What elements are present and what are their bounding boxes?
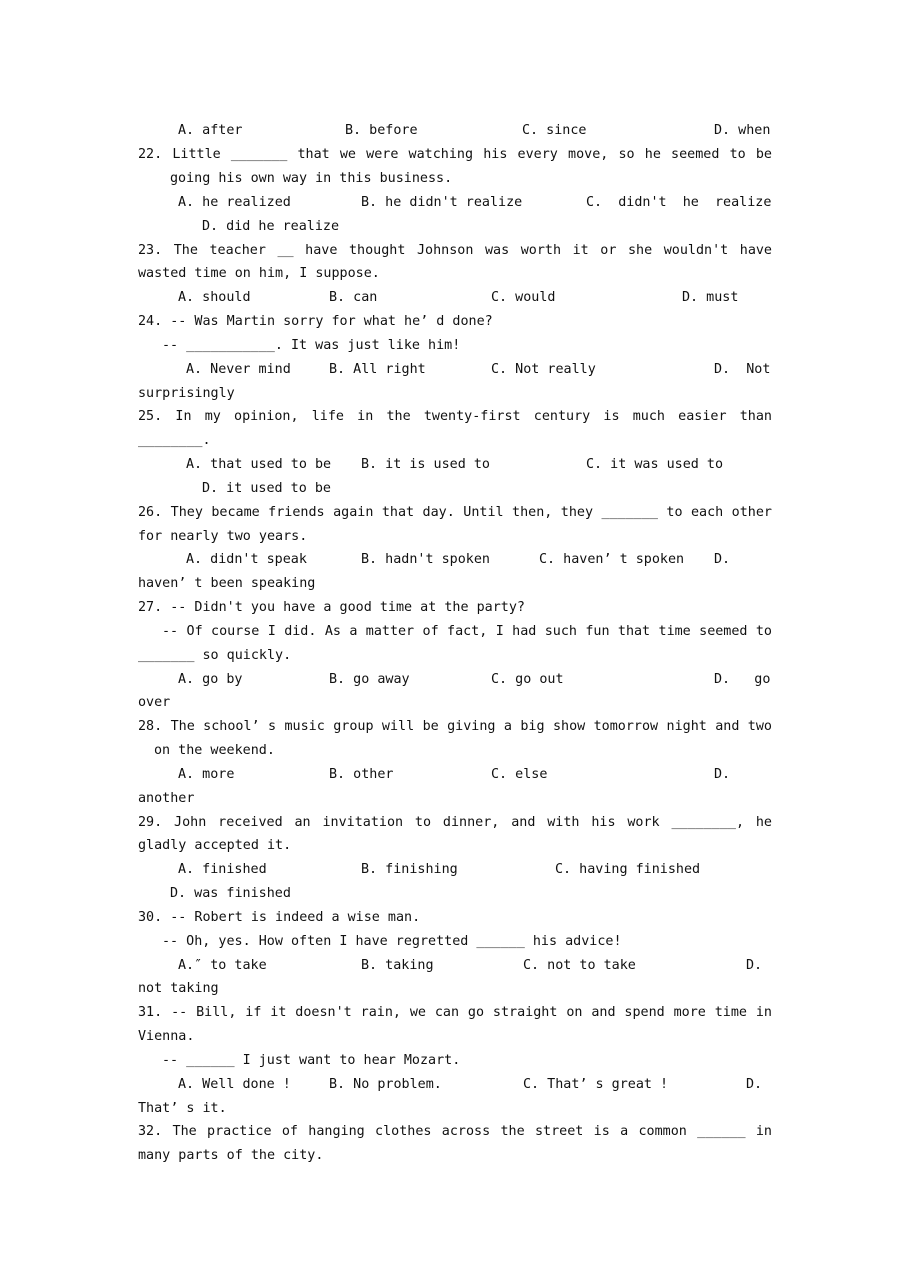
q25-option-b: B. it is used to bbox=[361, 457, 490, 472]
q24-option-c: C. Not really bbox=[491, 362, 596, 377]
q27-option-d: D. go bbox=[714, 672, 771, 687]
q25-option-d: D. it used to be bbox=[202, 481, 331, 496]
q22-option-a: A. he realized bbox=[178, 195, 291, 210]
q28-option-d: D. bbox=[714, 767, 731, 782]
q22-option-c: C. didn't he realize bbox=[586, 195, 772, 210]
q27-option-a: A. go by bbox=[178, 672, 243, 687]
q23-stem-line1: 23. The teacher __ have thought Johnson was worth it or she wouldn't have bbox=[138, 243, 772, 258]
q22-option-d: D. did he realize bbox=[202, 219, 340, 234]
q29-stem-line2: gladly accepted it. bbox=[138, 838, 292, 853]
q29-option-d: D. was finished bbox=[170, 886, 291, 901]
q32-stem-line1: 32. The practice of hanging clothes across the street is a common ______ in bbox=[138, 1124, 772, 1139]
q24-option-b: B. All right bbox=[329, 362, 426, 377]
q31-option-b: B. No problem. bbox=[329, 1077, 442, 1092]
q31-stem-line3: -- ______ I just want to hear Mozart. bbox=[162, 1053, 461, 1068]
q27-option-b: B. go away bbox=[329, 672, 410, 687]
q32-stem-line2: many parts of the city. bbox=[138, 1148, 324, 1163]
q22-stem-line1: 22. Little _______ that we were watching his every move, so he seemed to be bbox=[138, 147, 772, 162]
q28-option-d-continued: another bbox=[138, 791, 195, 806]
q26-stem-line2: for nearly two years. bbox=[138, 529, 308, 544]
q30-option-d-continued: not taking bbox=[138, 981, 219, 996]
q27-option-d-continued: over bbox=[138, 695, 171, 710]
q29-option-a: A. finished bbox=[178, 862, 267, 877]
q24-option-d: D. Not bbox=[714, 362, 771, 377]
q24-option-a: A. Never mind bbox=[186, 362, 291, 377]
q23-option-b: B. can bbox=[329, 290, 378, 305]
q29-stem-line1: 29. John received an invitation to dinner, and with his work ________, he bbox=[138, 815, 772, 830]
q28-stem-line2: on the weekend. bbox=[154, 743, 275, 758]
q23-option-c: C. would bbox=[491, 290, 556, 305]
q26-stem-line1: 26. They became friends again that day. Until then, they _______ to each other bbox=[138, 505, 772, 520]
q31-option-d: D. bbox=[746, 1077, 763, 1092]
q30-stem-line1: 30. -- Robert is indeed a wise man. bbox=[138, 910, 421, 925]
q31-option-d-continued: That’ s it. bbox=[138, 1101, 227, 1116]
q25-stem-line1: 25. In my opinion, life in the twenty-first century is much easier than bbox=[138, 409, 772, 424]
q31-stem-line1: 31. -- Bill, if it doesn't rain, we can go straight on and spend more time in bbox=[138, 1005, 772, 1020]
q21-option-c: C. since bbox=[522, 123, 587, 138]
q30-stem-line2: -- Oh, yes. How often I have regretted ______ his advice! bbox=[162, 934, 622, 949]
q29-option-b: B. finishing bbox=[361, 862, 458, 877]
q28-option-b: B. other bbox=[329, 767, 394, 782]
q24-option-d-continued: surprisingly bbox=[138, 386, 235, 401]
q26-option-b: B. hadn't spoken bbox=[361, 552, 490, 567]
q28-option-c: C. else bbox=[491, 767, 548, 782]
q28-option-a: A. more bbox=[178, 767, 235, 782]
q26-option-c: C. haven’ t spoken bbox=[539, 552, 685, 567]
q26-option-d-continued: haven’ t been speaking bbox=[138, 576, 316, 591]
q24-stem-line2: -- ___________. It was just like him! bbox=[162, 338, 461, 353]
q23-option-d: D. must bbox=[682, 290, 739, 305]
q28-stem-line1: 28. The school’ s music group will be giving a big show tomorrow night and two bbox=[138, 719, 772, 734]
q21-option-a: A. after bbox=[178, 123, 243, 138]
q31-stem-line2: Vienna. bbox=[138, 1029, 195, 1044]
q26-option-a: A. didn't speak bbox=[186, 552, 307, 567]
q21-option-d: D. when bbox=[714, 123, 771, 138]
q25-stem-line2: ________. bbox=[138, 433, 211, 448]
q23-stem-line2: wasted time on him, I suppose. bbox=[138, 266, 380, 281]
q23-option-a: A. should bbox=[178, 290, 251, 305]
q30-option-d: D. bbox=[746, 958, 763, 973]
q30-option-c: C. not to take bbox=[523, 958, 636, 973]
q27-option-c: C. go out bbox=[491, 672, 564, 687]
q21-option-b: B. before bbox=[345, 123, 418, 138]
q27-stem-line3: _______ so quickly. bbox=[138, 648, 292, 663]
q26-option-d: D. bbox=[714, 552, 731, 567]
q24-stem-line1: 24. -- Was Martin sorry for what he’ d done? bbox=[138, 314, 493, 329]
q31-option-a: A. Well done ! bbox=[178, 1077, 291, 1092]
q30-option-a: A.″ to take bbox=[178, 958, 267, 973]
q31-option-c: C. That’ s great ! bbox=[523, 1077, 669, 1092]
q27-stem-line1: 27. -- Didn't you have a good time at the party? bbox=[138, 600, 525, 615]
q27-stem-line2: -- Of course I did. As a matter of fact, I had such fun that time seemed to bbox=[162, 624, 772, 639]
q30-option-b: B. taking bbox=[361, 958, 434, 973]
q29-option-c: C. having finished bbox=[555, 862, 701, 877]
q22-stem-line2: going his own way in this business. bbox=[170, 171, 453, 186]
q25-option-c: C. it was used to bbox=[586, 457, 724, 472]
q25-option-a: A. that used to be bbox=[186, 457, 332, 472]
q22-option-b: B. he didn't realize bbox=[361, 195, 523, 210]
